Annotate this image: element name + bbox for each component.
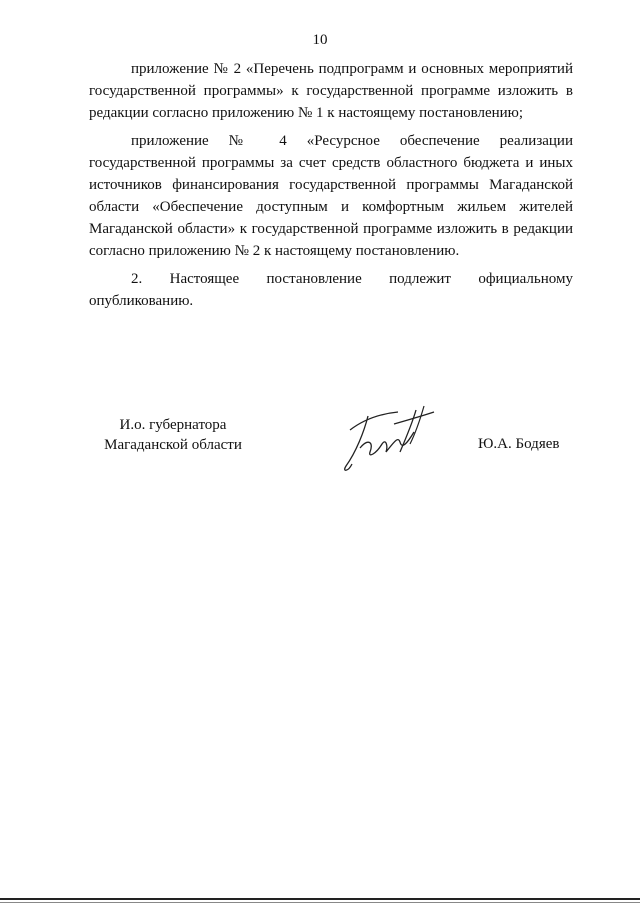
scan-edge-line-secondary	[0, 902, 640, 903]
page-number: 10	[312, 32, 328, 48]
handwritten-signature	[338, 402, 438, 474]
signer-title-line-2: Магаданской области	[104, 437, 242, 453]
signer-title	[93, 415, 253, 455]
scan-edge-line	[0, 898, 640, 900]
paragraph-appendix-2: приложение № 2 «Перечень подпрограмм и основных мероприятий государственной программы» к государственной программе изложить в редакции согласно приложению № 1 к настоящему постановлению;	[89, 61, 573, 121]
signer-title-line-1: И.о. губернатора	[119, 417, 227, 433]
paragraph-publication: 2. Настоящее постановление подлежит официальному опубликованию.	[89, 271, 573, 309]
body-text	[89, 58, 573, 312]
signer-name: Ю.А. Бодяев	[478, 436, 560, 452]
paragraph-appendix-4: приложение № 4 «Ресурсное обеспечение реализации государственной программы за счет средств областного бюджета и иных источников финансирования государственной программы Магаданской области «Обеспечение доступным и комфортным жильем жителей Магаданской области» к государственной программе изложить в редакции согласно приложению № 2 к настоящему постановлению.	[89, 133, 573, 259]
